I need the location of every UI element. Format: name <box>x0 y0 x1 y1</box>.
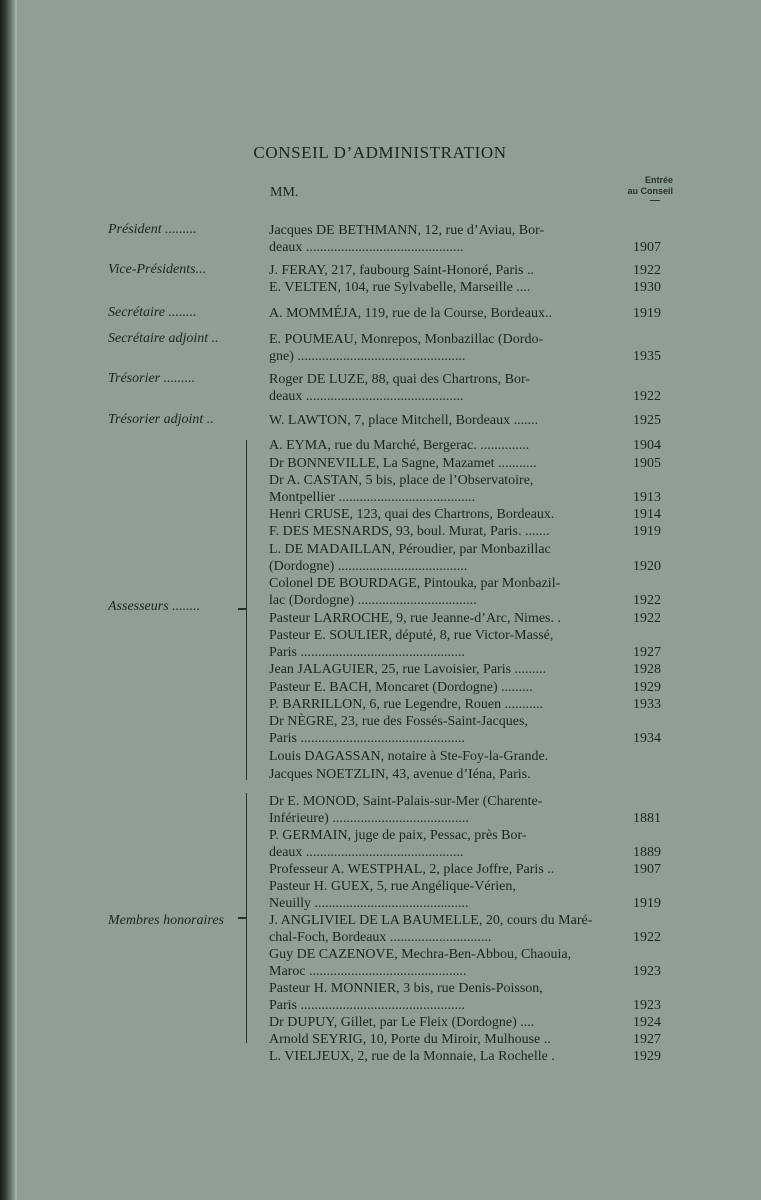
role-secretaire: Secrétaire ........ <box>108 305 197 320</box>
entry-line: E. POUMEAU, Monrepos, Monbazillac (Dordo- <box>269 332 544 347</box>
entry-line: Paris ............................................... <box>269 645 465 660</box>
entry-year: 1927 <box>633 645 661 660</box>
entry-line: gne) ................................................ <box>269 349 466 364</box>
entry-year: 1922 <box>633 263 661 278</box>
entry-line: deaux ............................................. <box>269 389 464 404</box>
entry-line: Dr E. MONOD, Saint-Palais-sur-Mer (Charente- <box>269 794 543 809</box>
entry-year: 1905 <box>633 456 661 471</box>
role-secretaire-adjoint: Secrétaire adjoint .. <box>108 331 219 346</box>
book-spine-shadow <box>0 0 15 1200</box>
entry-line: Pasteur E. BACH, Moncaret (Dordogne) ......... <box>269 680 533 695</box>
column-header-entree <box>627 175 673 201</box>
entry-year: 1919 <box>633 306 661 321</box>
entry-line: A. EYMA, rue du Marché, Bergerac. .............. <box>269 438 530 453</box>
entry-line: chal-Foch, Bordeaux ............................. <box>269 930 492 945</box>
entry-year: 1934 <box>633 731 661 746</box>
entry-year: 1922 <box>633 389 661 404</box>
entry-year: 1927 <box>633 1032 661 1047</box>
brace-tip <box>238 608 246 610</box>
entry-year: 1907 <box>633 240 661 255</box>
entry-line: Jean JALAGUIER, 25, rue Lavoisier, Paris ......... <box>269 662 547 677</box>
entry-year: 1933 <box>633 697 661 712</box>
entry-year: 1929 <box>633 680 661 695</box>
entry-line: Pasteur LARROCHE, 9, rue Jeanne-d’Arc, Nimes. . <box>269 611 561 626</box>
entry-line: L. DE MADAILLAN, Péroudier, par Monbazillac <box>269 542 551 557</box>
entry-year: 1889 <box>633 845 661 860</box>
entry-line: Dr NÈGRE, 23, rue des Fossés-Saint-Jacques, <box>269 714 528 729</box>
entry-year: 1904 <box>633 438 661 453</box>
entry-year: 1922 <box>633 611 661 626</box>
entry-line: Neuilly ............................................ <box>269 896 469 911</box>
entry-line: Pasteur E. SOULIER, député, 8, rue Victor-Massé, <box>269 628 554 643</box>
entry-line: lac (Dordogne) .................................. <box>269 593 477 608</box>
entry-line: Arnold SEYRIG, 10, Porte du Miroir, Mulhouse .. <box>269 1032 551 1047</box>
entry-line: Inférieure) ....................................... <box>269 811 469 826</box>
au-conseil-label: au Conseil <box>627 186 673 196</box>
entry-line: Pasteur H. MONNIER, 3 bis, rue Denis-Poisson, <box>269 981 543 996</box>
entry-line: Roger DE LUZE, 88, quai des Chartrons, Bor- <box>269 372 531 387</box>
entry-year: 1919 <box>633 524 661 539</box>
entry-line: Louis DAGASSAN, notaire à Ste-Foy-la-Grande. <box>269 749 549 764</box>
entry-year: 1907 <box>633 862 661 877</box>
entry-year: 1914 <box>633 507 661 522</box>
entry-year: 1928 <box>633 662 661 677</box>
entry-line: J. ANGLIVIEL DE LA BAUMELLE, 20, cours du Maré- <box>269 913 593 928</box>
entry-year: 1923 <box>633 964 661 979</box>
entry-line: Jacques DE BETHMANN, 12, rue d’Aviau, Bor- <box>269 223 545 238</box>
entry-year: 1920 <box>633 559 661 574</box>
page-title: CONSEIL D’ADMINISTRATION <box>253 143 507 162</box>
entry-year: 1922 <box>633 593 661 608</box>
brace-tip <box>238 917 246 919</box>
entry-line: A. MOMMÉJA, 119, rue de la Course, Bordeaux.. <box>269 306 552 321</box>
entry-line: Maroc ............................................. <box>269 964 467 979</box>
entry-line: W. LAWTON, 7, place Mitchell, Bordeaux ....... <box>269 413 539 428</box>
entree-label: Entrée <box>644 175 673 185</box>
mm-label: MM. <box>270 185 299 200</box>
entry-year: 1930 <box>633 280 661 295</box>
entry-line: Guy DE CAZENOVE, Mechra-Ben-Abbou, Chaouia, <box>269 947 572 962</box>
entry-line: Paris ............................................... <box>269 731 465 746</box>
entry-line: (Dordogne) ..................................... <box>269 559 468 574</box>
role-vice-presidents: Vice-Présidents... <box>108 262 207 277</box>
entry-line: Dr A. CASTAN, 5 bis, place de l’Observatoire, <box>269 473 534 488</box>
entry-line: E. VELTEN, 104, rue Sylvabelle, Marseille .... <box>269 280 531 295</box>
page-edge <box>15 0 17 1200</box>
entry-year: 1929 <box>633 1049 661 1064</box>
header-rule <box>650 200 660 201</box>
entry-year: 1923 <box>633 998 661 1013</box>
entry-line: Pasteur H. GUEX, 5, rue Angélique-Vérien, <box>269 879 516 894</box>
entry-line: Henri CRUSE, 123, quai des Chartrons, Bordeaux. <box>269 507 555 522</box>
assesseurs-brace <box>246 440 255 780</box>
entry-line: Dr DUPUY, Gillet, par Le Fleix (Dordogne) .... <box>269 1015 535 1030</box>
entry-line: L. VIELJEUX, 2, rue de la Monnaie, La Rochelle . <box>269 1049 555 1064</box>
entry-line: F. DES MESNARDS, 93, boul. Murat, Paris. ....... <box>269 524 550 539</box>
entry-line: Paris ............................................... <box>269 998 465 1013</box>
entry-line: J. FERAY, 217, faubourg Saint-Honoré, Paris .. <box>269 263 534 278</box>
entry-line: Colonel DE BOURDAGE, Pintouka, par Monbazil- <box>269 576 561 591</box>
role-president: Président ......... <box>108 222 197 237</box>
entry-year: 1935 <box>633 349 661 364</box>
entry-year: 1925 <box>633 413 661 428</box>
entry-year: 1881 <box>633 811 661 826</box>
honoraires-brace <box>246 793 255 1043</box>
entry-line: Montpellier ....................................... <box>269 490 476 505</box>
entry-year: 1919 <box>633 896 661 911</box>
entry-year: 1924 <box>633 1015 661 1030</box>
role-assesseurs: Assesseurs ........ <box>108 599 201 614</box>
entry-line: P. GERMAIN, juge de paix, Pessac, près Bor- <box>269 828 527 843</box>
entry-line: Dr BONNEVILLE, La Sagne, Mazamet ........... <box>269 456 537 471</box>
entry-line: P. BARRILLON, 6, rue Legendre, Rouen ........... <box>269 697 544 712</box>
role-tresorier-adjoint: Trésorier adjoint .. <box>108 412 214 427</box>
role-tresorier: Trésorier ......... <box>108 371 196 386</box>
role-membres-honoraires: Membres honoraires <box>108 913 225 928</box>
entry-line: deaux ............................................. <box>269 845 464 860</box>
entry-line: Professeur A. WESTPHAL, 2, place Joffre, Paris .. <box>269 862 555 877</box>
entry-line: deaux ............................................. <box>269 240 464 255</box>
entry-year: 1913 <box>633 490 661 505</box>
entry-line: Jacques NOETZLIN, 43, avenue d’Iéna, Paris. <box>269 767 531 782</box>
entry-year: 1922 <box>633 930 661 945</box>
